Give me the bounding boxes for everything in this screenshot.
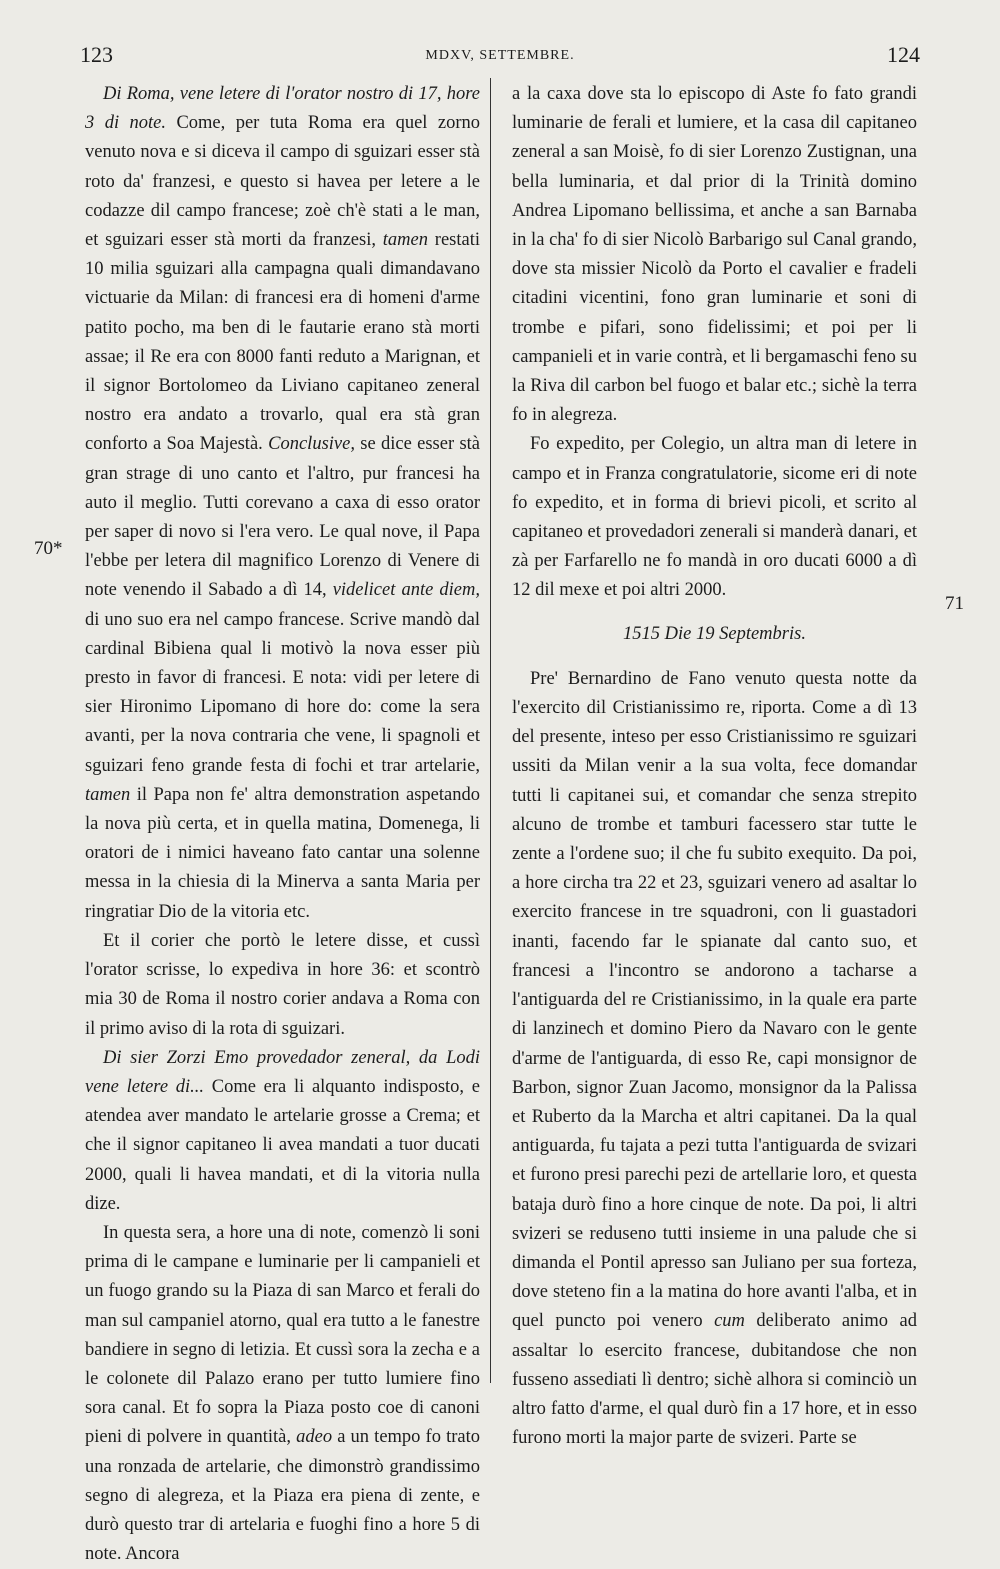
paragraph-luminarie: a la caxa dove sta lo episcopo di Aste fo fato grandi luminarie de ferali et lumiere, et la casa dil capitaneo zeneral a san Moisè, fo di sier Lorenzo Zustignan, una bella luminaria, et dal prior di la Trinità domino Andrea Lipomano bellissima, et anche a san Barnaba in la cha' fo di sier Nicolò Barbarigo sul Canal grando, dove sta missier Nicolò da Porto el cavalier e fradeli citadini vicentini, fono gran luminarie et soni di trombe e pifari, sono fidelissimi; et poi per li campanieli et in varie contrà, et li bergamaschi feno su la Riva dil carbon bel fuogo et balar etc.; sichè la terra fo in alegreza. — [512, 84, 917, 426]
paragraph-text: di uno suo era nel campo francese. Scrive mandò dal cardinal Bibiena qual li motivò la nova esser più presto in favor di francesi. E nota: vidi per letere di sier Hironimo Lipomano di hore do: come la sera avanti, per la nova contraria che vene, li spagnoli et sguizari feno grande festa di fochi et trar artelarie, — [85, 609, 480, 776]
paragraph-heading: Di Roma, vene letere di l'orator nostro di 17, hore 3 di note. — [85, 84, 480, 134]
left-column — [85, 80, 480, 1569]
paragraph-celebration — [85, 1219, 480, 1569]
paragraph-text: il Papa non fe' altra demonstration aspetando la nova più certa, et in quella matina, Domenega, li oratori de i nimici haveano fato cantar una solenne messa in la chiesia di la Minerva a santa Maria per ringratiar Dio de la vitoria etc. — [85, 784, 480, 922]
paragraph-rome-letters — [85, 80, 480, 927]
italic-word: Conclusive, — [268, 434, 355, 455]
paragraph-text: Come era li alquanto indisposto, e atendea aver mandato le artelarie grosse a Crema; et che il signor capitaneo li avea mandati a tuor ducati 2000, quali li havea mandati, et di la vitoria nulla dize. — [85, 1076, 480, 1214]
italic-word: adeo — [296, 1427, 333, 1448]
paragraph-courier: Et il corier che portò le letere disse, et cussì l'orator scrisse, lo expediva in hore 36: et scontrò mia 30 de Roma il nostro corier andava a Roma con il primo aviso di la rota di sguizari. — [85, 930, 480, 1039]
paragraph-text: Pre' Bernardino de Fano venuto questa notte da l'exercito dil Cristianissimo re, riporta. Come a dì 13 del presente, inteso per esso Cristianissimo re sguizari ussiti da Milan venir a la sua volta, fece domandar tutti li capitanei sui, et comandar che senza strepito alcuno de trombe et tamburi facessero star tutte le zente a l'ordene suo; il che fu subito exequito. Da poi, a hore circha tra 22 et 23, sguizari venero ad asaltar lo exercito francese in tre squadroni, con li guastadori inanti, facendo far le spianate dal canto suo, et francesi a l'incontro se andorono a tacharse a l'antiguarda del re Cristianissimo, in la quale era parte di lanzinech et domino Piero da Navaro con le gente d'arme de l'antiguarda, di esso Re, capi monsignor de Barbon, signor Zuan Jacomo, monsignor da la Palissa et Ruberto da la Marcha et altri capitanei. Da la qual antiguarda, fu tajata a pezi tutta l'antiguarda de svizari et furono presi parechi pezi de artellarie loro, et questa bataja durò fino a hore cinque de note. Da poi, li altri svizeri se reduseno tutti insieme in una palude che si dimanda el Pontil apresso san Juliano per sua forteza, dove steteno fin a la matina do hore avanti l'alba, et in quel puncto poi venero — [512, 668, 917, 1332]
paragraph-text: deliberato animo ad assaltar lo esercito francese, dubitandose che non fusseno assediati lì dentro; sichè alhora si cominciò un altro fatto d'arme, el qual durò fin a 17 hore, et in esso furono morti la major parte de svizeri. Parte se — [512, 1311, 917, 1449]
paragraph-zorzi-emo — [85, 1044, 480, 1219]
paragraph-text: restati 10 milia sguizari alla campagna quali dimandavano victuarie da Milan: di francesi era di homeni d'arme patito pocho, ma ben di le fautarie erano stà morti assae; il Re era con 8000 fanti reduto a Marignan, et il signor Bortolomeo da Liviano capitaneo zeneral nostro era andato a trovarlo, qual era stà gran conforto a Soa Majestà. — [85, 230, 480, 455]
left-page-number: 123 — [80, 42, 113, 67]
paragraph-heading: Di sier Zorzi Emo provedador zeneral, da Lodi vene letere di... — [85, 1047, 480, 1097]
margin-note-right: 71 — [945, 593, 964, 614]
running-header — [80, 42, 920, 72]
paragraph-bernardino — [512, 665, 917, 1453]
italic-word: tamen — [85, 784, 131, 805]
paragraph-text: se dice esser stà gran strage di uno canto et l'altro, pur francesi ha auto il meglio. Tutti corevano a caxa di esso orator per saper di novo si l'era vero. Le qual nove, il Papa l'ebbe per letera dil magnifico Lorenzo di Venere di note venendo il Sabado a dì 14, — [85, 434, 480, 601]
right-page-number: 124 — [887, 42, 920, 67]
right-column — [512, 80, 917, 1453]
column-divider — [490, 78, 491, 1383]
paragraph-colegio: Fo expedito, per Colegio, un altra man di letere in campo et in Franza congratulatorie, sicome eri di note fo expedito, et in forma di brievi picoli, et scrito al capitaneo et provedadori zenerali si manderà danari, et zà per Farfarello ne fo mandà in oro ducati 6000 a dì 12 dil mexe et poi altri 2000. — [512, 434, 917, 601]
running-title: MDXV, SETTEMBRE. — [425, 48, 575, 63]
italic-word: videlicet ante diem, — [332, 580, 480, 601]
italic-word: cum — [714, 1311, 745, 1332]
dateline: 1515 Die 19 Septembris. — [623, 623, 806, 644]
paragraph-text: In questa sera, a hore una di note, comenzò li soni prima di le campane e luminarie per li campanieli et un fuogo grando su la Piaza di san Marco et ferali do man sul campaniel atorno, qual era tutto a le fanestre bandiere in segno di letizia. Et cussì sora la zecha e a le colonete dil Palazo erano per tutto lumiere fino sora canal. Et fo sopra la Piaza posto coe di canoni pieni di polvere in quantità, — [85, 1222, 480, 1448]
paragraph-text: a un tempo fo trato una ronzada de artelarie, che dimonstrò grandissimo segno di alegreza, et la Piaza era piena di zente, e durò questo trar di artelaria e fuoghi fino a hore 5 di note. Ancora — [85, 1427, 480, 1565]
margin-note-left: 70* — [34, 538, 63, 559]
italic-word: tamen — [382, 230, 428, 251]
paragraph-text: Come, per tuta Roma era quel zorno venuto nova e si diceva il campo di sguizari esser stà roto da' franzesi, e questo si havea per letere a le codazze dil campo francese; zoè ch'è stati a le man, et sguizari esser stà morti da franzesi, — [85, 113, 480, 251]
